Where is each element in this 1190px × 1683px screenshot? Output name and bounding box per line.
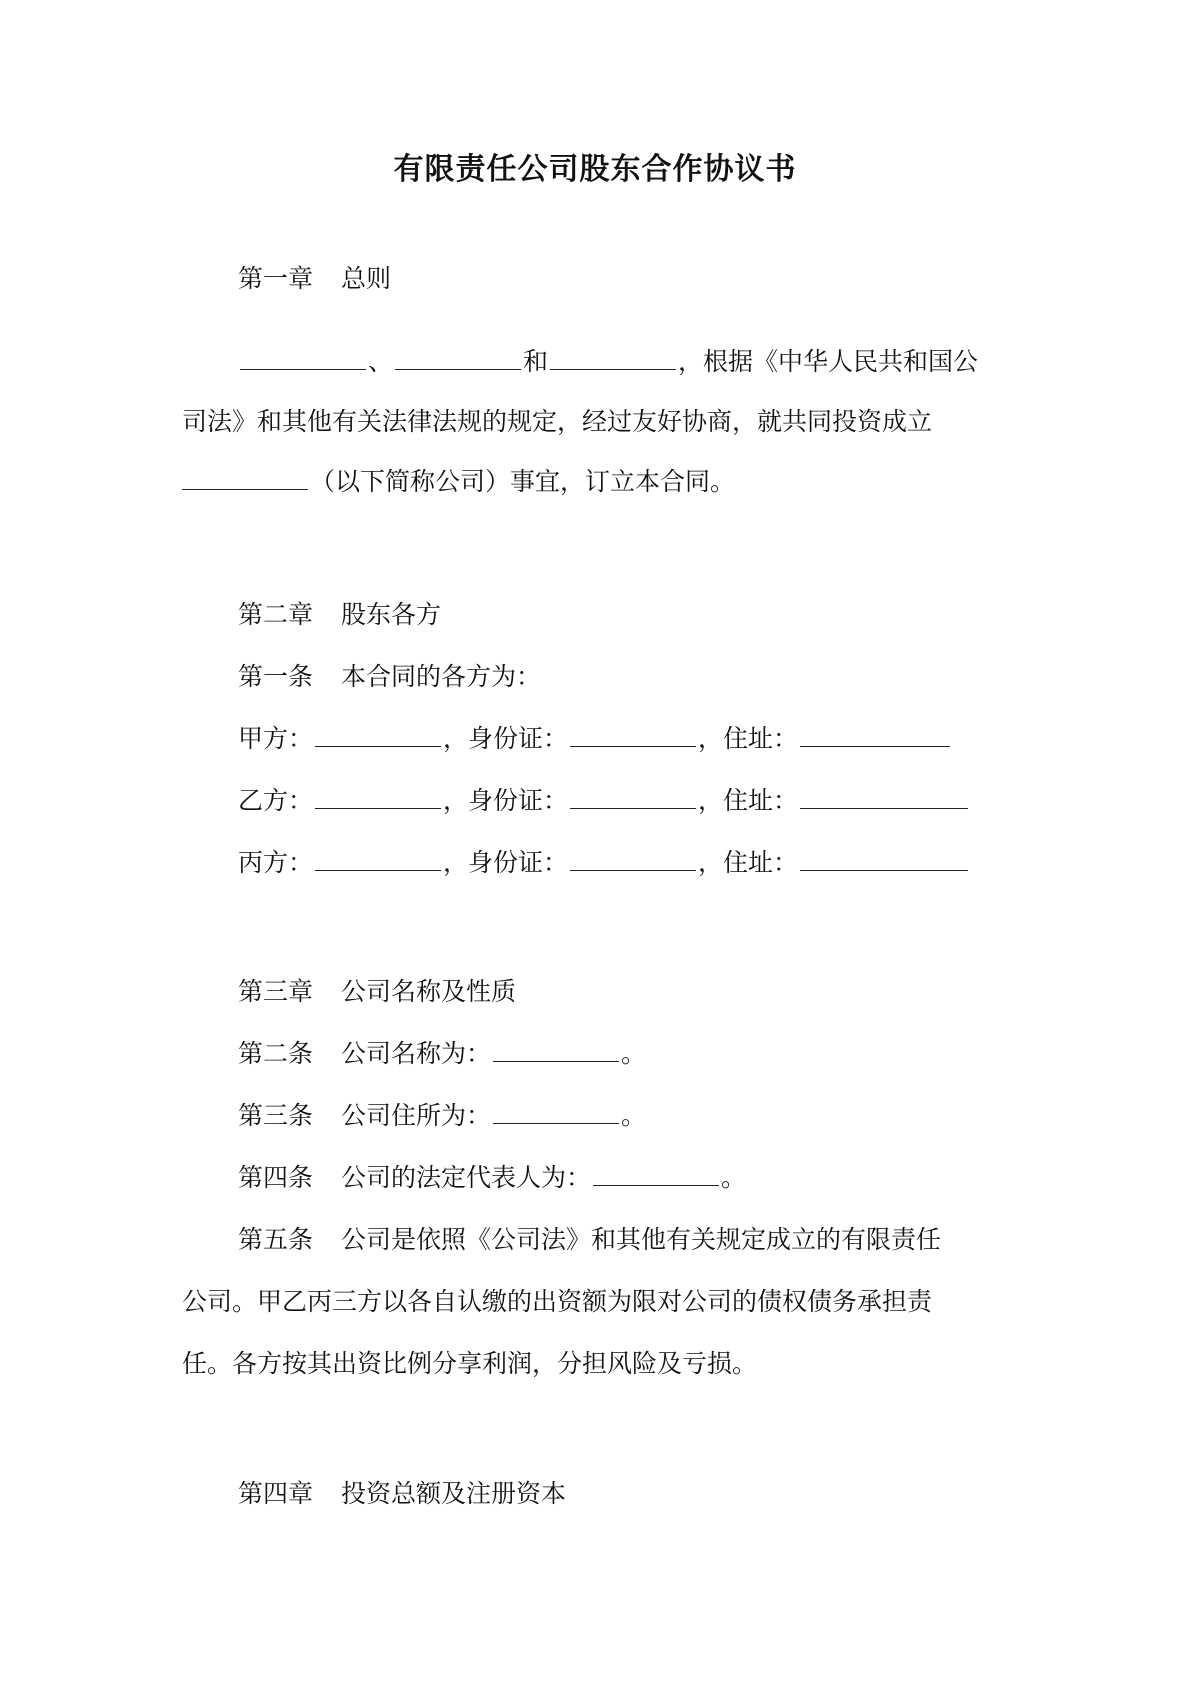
party-a-address-blank[interactable]	[800, 724, 950, 747]
address-label: ，住址：	[698, 724, 799, 753]
party-row-c	[238, 846, 970, 880]
ch1-paragraph-line-1	[238, 345, 978, 379]
chapter-3-heading	[238, 975, 516, 1009]
party-row-a	[238, 722, 952, 756]
article-3	[238, 1099, 646, 1133]
ch1-p1-tail: ，根据《中华人民共和国公	[678, 347, 979, 376]
chapter-4-heading	[238, 1477, 566, 1511]
article-2	[238, 1037, 646, 1071]
id-label: ，身份证：	[443, 848, 569, 877]
company-name-blank[interactable]	[493, 1039, 619, 1062]
party-b-label: 乙方：	[238, 786, 314, 815]
party-row-b	[238, 784, 970, 818]
party-c-name-blank[interactable]	[315, 848, 441, 871]
document-title: 有限责任公司股东合作协议书	[393, 152, 797, 187]
blank-company-name[interactable]	[182, 467, 308, 490]
party-a-id-blank[interactable]	[570, 724, 696, 747]
period: 。	[721, 1163, 747, 1192]
article-1-text: 本合同的各方为：	[341, 662, 542, 691]
article-5-label: 第五条	[238, 1225, 314, 1254]
article-5-text: 公司是依照《公司法》和其他有关规定成立的有限责任	[341, 1225, 942, 1254]
chapter-1-label: 第一章	[238, 264, 314, 293]
party-c-address-blank[interactable]	[800, 848, 968, 871]
party-a-name-blank[interactable]	[315, 724, 441, 747]
article-4	[238, 1161, 746, 1195]
party-c-id-blank[interactable]	[570, 848, 696, 871]
separator-comma: 、	[368, 347, 394, 376]
article-1-label: 第一条	[238, 662, 314, 691]
period: 。	[621, 1039, 647, 1068]
chapter-3-label: 第三章	[238, 977, 314, 1006]
address-label: ，住址：	[698, 848, 799, 877]
ch1-p3-tail: （以下简称公司）事宜，订立本合同。	[310, 467, 736, 496]
article-3-text: 公司住所为：	[341, 1101, 492, 1130]
article-3-label: 第三条	[238, 1101, 314, 1130]
article-4-label: 第四条	[238, 1163, 314, 1192]
chapter-4-name: 投资总额及注册资本	[341, 1479, 567, 1508]
article-1	[238, 660, 541, 694]
article-5	[238, 1223, 941, 1257]
id-label: ，身份证：	[443, 786, 569, 815]
chapter-1-heading	[238, 262, 391, 296]
chapter-2-label: 第二章	[238, 600, 314, 629]
ch1-paragraph-line-3	[182, 465, 735, 499]
party-b-name-blank[interactable]	[315, 786, 441, 809]
period: 。	[621, 1101, 647, 1130]
party-a-label: 甲方：	[238, 724, 314, 753]
chapter-4-label: 第四章	[238, 1479, 314, 1508]
chapter-2-heading	[238, 598, 441, 632]
party-b-address-blank[interactable]	[800, 786, 968, 809]
article-4-text: 公司的法定代表人为：	[341, 1163, 592, 1192]
party-c-label: 丙方：	[238, 848, 314, 877]
chapter-1-name: 总则	[341, 264, 392, 293]
article-5-line-2: 公司。甲乙丙三方以各自认缴的出资额为限对公司的债权债务承担责	[182, 1287, 933, 1316]
article-2-label: 第二条	[238, 1039, 314, 1068]
ch1-paragraph-line-2: 司法》和其他有关法律法规的规定，经过友好协商，就共同投资成立	[182, 407, 933, 436]
address-label: ，住址：	[698, 786, 799, 815]
legal-representative-blank[interactable]	[593, 1163, 719, 1186]
article-5-line-3: 任。各方按其出资比例分享利润，分担风险及亏损。	[182, 1349, 758, 1378]
party-b-id-blank[interactable]	[570, 786, 696, 809]
company-address-blank[interactable]	[493, 1101, 619, 1124]
separator-and: 和	[523, 347, 549, 376]
chapter-3-name: 公司名称及性质	[341, 977, 517, 1006]
id-label: ，身份证：	[443, 724, 569, 753]
chapter-2-name: 股东各方	[341, 600, 442, 629]
article-2-text: 公司名称为：	[341, 1039, 492, 1068]
blank-party-a[interactable]	[240, 347, 366, 370]
blank-party-b[interactable]	[395, 347, 521, 370]
blank-party-c[interactable]	[550, 347, 676, 370]
